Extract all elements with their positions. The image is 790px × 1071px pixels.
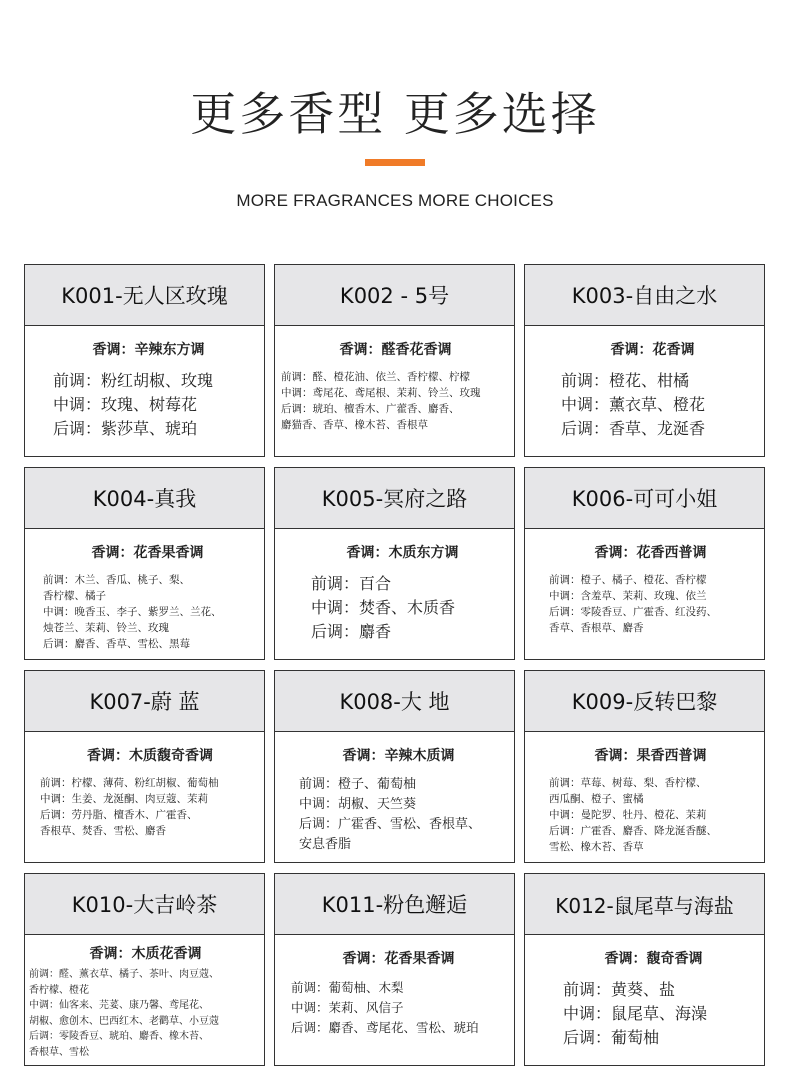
base-notes: 后调：零陵香豆、琥珀、麝香、橡木苔、 bbox=[29, 1031, 209, 1042]
fragrance-family: 香调：果香西普调 bbox=[594, 748, 707, 764]
notes-list bbox=[549, 775, 752, 855]
card-body bbox=[25, 326, 264, 456]
fragrance-card-k006 bbox=[524, 467, 765, 660]
notes-list bbox=[303, 572, 502, 644]
notes-list bbox=[40, 775, 260, 839]
card-title: K006-可可小姐 bbox=[525, 468, 764, 529]
notes-list bbox=[45, 369, 252, 441]
notes-list bbox=[555, 978, 752, 1050]
fragrance-card-k005 bbox=[274, 467, 515, 660]
top-notes: 前调：橙子、葡萄柚 bbox=[299, 777, 417, 792]
base-notes: 后调：零陵香豆、广霍香、红没药、 bbox=[549, 606, 717, 618]
card-body bbox=[525, 529, 764, 659]
fragrance-family: 香调：木质馥奇香调 bbox=[87, 748, 213, 764]
middle-notes: 中调：茉莉、风信子 bbox=[291, 1000, 404, 1015]
fragrance-card-k009 bbox=[524, 670, 765, 863]
top-notes: 前调：百合 bbox=[311, 574, 392, 593]
fragrance-family: 香调：木质花香调 bbox=[89, 946, 202, 962]
notes-list bbox=[295, 775, 502, 855]
fragrance-card-k003 bbox=[524, 264, 765, 457]
base-notes: 后调：麝香、香草、雪松、黑莓 bbox=[43, 638, 190, 650]
base-notes: 后调：广霍香、麝香、降龙涎香醚、 bbox=[549, 825, 717, 837]
card-body bbox=[275, 935, 514, 1065]
fragrance-family: 香调：醛香花香调 bbox=[339, 342, 452, 358]
card-title: K009-反转巴黎 bbox=[525, 671, 764, 732]
fragrance-family: 香调：辛辣东方调 bbox=[92, 342, 205, 358]
middle-notes: 中调：仙客来、芫荽、康乃馨、鸢尾花、 bbox=[29, 1000, 209, 1011]
card-body bbox=[275, 732, 514, 862]
card-body bbox=[25, 529, 264, 659]
middle-notes: 中调：胡椒、天竺葵 bbox=[299, 797, 417, 812]
middle-notes: 中调：玫瑰、树莓花 bbox=[53, 395, 198, 414]
base-notes-cont: 安息香脂 bbox=[299, 837, 352, 852]
top-notes-cont: 西瓜酮、橙子、蜜橘 bbox=[549, 793, 644, 805]
notes-list bbox=[29, 967, 262, 1060]
title-accent-bar bbox=[365, 159, 425, 166]
card-body bbox=[525, 326, 764, 456]
card-body bbox=[275, 529, 514, 659]
notes-list bbox=[553, 369, 752, 441]
notes-list bbox=[281, 369, 510, 433]
fragrance-card-k001 bbox=[24, 264, 265, 457]
top-notes: 前调：粉红胡椒、玫瑰 bbox=[53, 371, 214, 390]
fragrance-card-k004 bbox=[24, 467, 265, 660]
base-notes-cont: 香根草、雪松 bbox=[29, 1046, 89, 1058]
base-notes-cont: 香草、香根草、麝香 bbox=[549, 622, 644, 634]
middle-notes: 中调：晚香玉、李子、紫罗兰、兰花、 bbox=[43, 606, 222, 618]
card-title: K011-粉色邂逅 bbox=[275, 874, 514, 935]
fragrance-family: 香调：木质东方调 bbox=[346, 545, 459, 561]
base-notes-cont: 香根草、焚香、雪松、麝香 bbox=[40, 825, 166, 837]
card-title: K003-自由之水 bbox=[525, 265, 764, 326]
card-title: K007-蔚 蓝 bbox=[25, 671, 264, 732]
card-body bbox=[25, 935, 264, 1065]
fragrance-card-k007 bbox=[24, 670, 265, 863]
notes-list bbox=[43, 572, 252, 652]
middle-notes: 中调：鼠尾草、海澡 bbox=[563, 1004, 708, 1023]
card-title: K005-冥府之路 bbox=[275, 468, 514, 529]
fragrance-family: 香调：花香果香调 bbox=[91, 545, 204, 561]
fragrance-card-k012 bbox=[524, 873, 765, 1066]
card-title: K010-大吉岭茶 bbox=[25, 874, 264, 935]
top-notes: 前调：橙子、橘子、橙花、香柠檬 bbox=[549, 574, 707, 586]
fragrance-family: 香调：花香果香调 bbox=[342, 951, 455, 967]
middle-notes-cont: 胡椒、愈创木、巴西红木、老鹳草、小豆蔻 bbox=[29, 1015, 219, 1027]
middle-notes: 中调：焚香、木质香 bbox=[311, 598, 456, 617]
top-notes: 前调：柠檬、薄荷、粉红胡椒、葡萄柚 bbox=[40, 777, 219, 789]
top-notes: 前调：木兰、香瓜、桃子、梨、 bbox=[43, 574, 190, 586]
top-notes: 前调：橙花、柑橘 bbox=[561, 371, 690, 390]
base-notes: 后调：麝香 bbox=[311, 622, 392, 641]
top-notes: 前调：醛、橙花油、依兰、香柠檬、柠檬 bbox=[281, 371, 470, 383]
fragrance-family: 香调：馥奇香调 bbox=[604, 951, 703, 967]
card-title: K004-真我 bbox=[25, 468, 264, 529]
card-title: K012-鼠尾草与海盐 bbox=[525, 874, 764, 935]
base-notes-cont: 雪松、橡木苔、香草 bbox=[549, 841, 644, 853]
middle-notes-cont: 烛苍兰、茉莉、铃兰、玫瑰 bbox=[43, 622, 169, 634]
base-notes-cont: 麝猫香、香草、橡木苔、香根草 bbox=[281, 419, 428, 431]
fragrance-grid bbox=[24, 264, 766, 1066]
top-notes: 前调：草莓、树莓、梨、香柠檬、 bbox=[549, 777, 707, 789]
fragrance-family: 香调：花香调 bbox=[610, 342, 695, 358]
middle-notes: 中调：生姜、龙涎酮、肉豆蔻、茉莉 bbox=[40, 793, 208, 805]
fragrance-card-k011 bbox=[274, 873, 515, 1066]
page-title: 更多香型 更多选择 bbox=[190, 87, 600, 141]
top-notes: 前调：葡萄柚、木梨 bbox=[291, 980, 404, 995]
middle-notes: 中调：含羞草、茉莉、玫瑰、依兰 bbox=[549, 590, 707, 602]
notes-list bbox=[549, 572, 752, 636]
base-notes: 后调：紫莎草、琥珀 bbox=[53, 419, 198, 438]
page-subtitle: MORE FRAGRANCES MORE CHOICES bbox=[236, 191, 554, 210]
fragrance-card-k010 bbox=[24, 873, 265, 1066]
card-body bbox=[525, 935, 764, 1065]
notes-list bbox=[287, 978, 510, 1038]
base-notes: 后调：劳丹脂、檀香木、广霍香、 bbox=[40, 809, 198, 821]
base-notes: 后调：广霍香、雪松、香根草、 bbox=[299, 817, 482, 832]
fragrance-family: 香调：花香西普调 bbox=[594, 545, 707, 561]
top-notes: 前调：醛、薰衣草、橘子、茶叶、肉豆蔻、 bbox=[29, 969, 219, 980]
fragrance-card-k002 bbox=[274, 264, 515, 457]
base-notes: 后调：香草、龙涎香 bbox=[561, 419, 706, 438]
middle-notes: 中调：曼陀罗、牡丹、橙花、茉莉 bbox=[549, 809, 707, 821]
fragrance-card-k008 bbox=[274, 670, 515, 863]
base-notes: 后调：琥珀、檀香木、广藿香、麝香、 bbox=[281, 403, 460, 415]
card-body bbox=[525, 732, 764, 862]
middle-notes: 中调：鸢尾花、鸢尾根、茉莉、铃兰、玫瑰 bbox=[281, 387, 481, 399]
card-title: K001-无人区玫瑰 bbox=[25, 265, 264, 326]
fragrance-family: 香调：辛辣木质调 bbox=[342, 748, 455, 764]
card-title: K008-大 地 bbox=[275, 671, 514, 732]
card-body bbox=[25, 732, 264, 862]
card-body bbox=[275, 326, 514, 456]
card-title: K002 - 5号 bbox=[275, 265, 514, 326]
base-notes: 后调：麝香、鸢尾花、雪松、琥珀 bbox=[291, 1020, 479, 1035]
top-notes-cont: 香柠檬、橙花 bbox=[29, 984, 89, 996]
top-notes-cont: 香柠檬、橘子 bbox=[43, 590, 106, 602]
top-notes: 前调：黄葵、盐 bbox=[563, 980, 676, 999]
middle-notes: 中调：薰衣草、橙花 bbox=[561, 395, 706, 414]
base-notes: 后调：葡萄柚 bbox=[563, 1028, 660, 1047]
